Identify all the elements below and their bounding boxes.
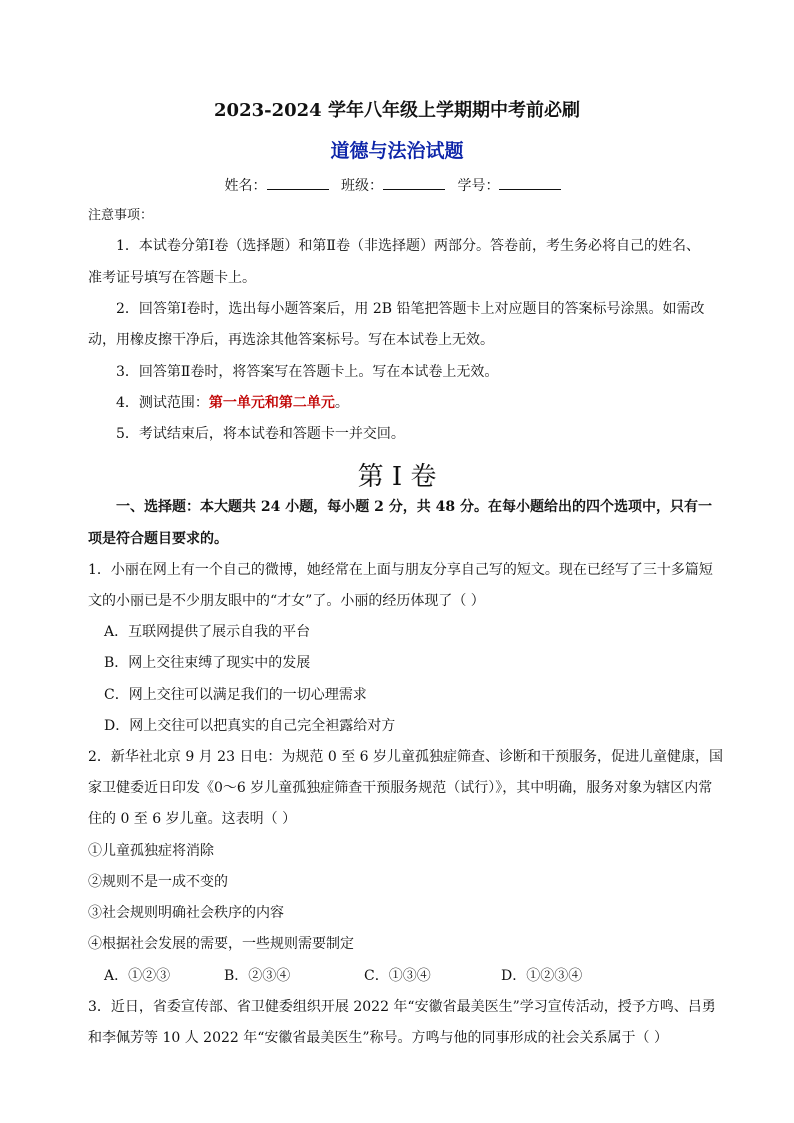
note-4 (116, 393, 349, 413)
note-2-line-1: 2．回答第Ⅰ卷时，选出每小题答案后，用 2B 铅笔把答题卡上对应题目的答案标号涂黑。如需改 (116, 301, 705, 317)
section-intro-line-1 (116, 497, 712, 517)
q2-stem-line-1: 2．新华社北京 9 月 23 日电：为规范 0 至 6 岁儿童孤独症筛查、诊断和干预服务，促进儿童健康，国 (88, 749, 724, 765)
notes-heading: 注意事项： (88, 208, 154, 223)
section-intro-bold: 本大题共 24 小题，每小题 2 分，共 48 分。在每小题给出的四个选项中，只有一 (200, 499, 712, 515)
section-heading: 第 I 卷 (357, 462, 437, 492)
q2-option-a: A．①②③ (104, 968, 171, 984)
q2-stem-line-3: 住的 0 至 6 岁儿童。这表明（ ） (88, 811, 297, 827)
name-label: 姓名： (224, 178, 267, 194)
section-intro-prefix: 一、选择题： (116, 499, 200, 515)
note-4-prefix: 4．测试范围： (116, 395, 209, 411)
q1-stem-line-2: 文的小丽已是不少朋友眼中的“才女”了。小丽的经历体现了（ ） (88, 593, 485, 609)
exam-subject-title: 道德与法治试题 (330, 140, 464, 162)
id-blank (499, 175, 561, 190)
note-5: 5．考试结束后，将本试卷和答题卡一并交回。 (116, 426, 405, 442)
test-scope-highlight: 第一单元和第二单元 (208, 395, 335, 411)
q1-option-d: D．网上交往可以把真实的自己完全袒露给对方 (104, 718, 396, 734)
student-info-row (0, 175, 794, 195)
q1-option-b: B．网上交往束缚了现实中的发展 (104, 655, 311, 671)
q2-statement-4: ④根据社会发展的需要，一些规则需要制定 (88, 936, 354, 952)
section-intro-line-2: 项是符合题目要求的。 (88, 531, 228, 547)
note-1-line-2: 准考证号填写在答题卡上。 (88, 270, 256, 286)
class-label: 班级： (341, 178, 383, 194)
q1-option-a: A．互联网提供了展示自我的平台 (104, 624, 311, 640)
note-3: 3．回答第Ⅱ卷时，将答案写在答题卡上。写在本试卷上无效。 (116, 364, 499, 380)
q2-statement-3: ③社会规则明确社会秩序的内容 (88, 905, 284, 921)
id-label: 学号： (457, 178, 500, 194)
note-1-line-1: 1．本试卷分第Ⅰ卷（选择题）和第Ⅱ卷（非选择题）两部分。答卷前，考生务必将自己的姓名、 (116, 238, 700, 254)
class-blank (383, 175, 445, 190)
q2-option-c: C．①③④ (364, 968, 431, 984)
q2-stem-line-2: 家卫健委近日印发《0～6 岁儿童孤独症筛查干预服务规范（试行）》，其中明确，服务对象为辖区内常 (88, 780, 713, 796)
exam-title: 2023-2024 学年八年级上学期期中考前必刷 (214, 100, 580, 121)
name-blank (267, 175, 329, 190)
q2-statement-1: ①儿童孤独症将消除 (88, 843, 214, 859)
q1-stem-line-1: 1．小丽在网上有一个自己的微博，她经常在上面与朋友分享自己写的短文。现在已经写了三十多篇短 (88, 562, 713, 578)
q2-statement-2: ②规则不是一成不变的 (88, 874, 228, 890)
note-4-suffix: 。 (334, 395, 349, 411)
q2-option-b: B．②③④ (224, 968, 291, 984)
q1-option-c: C．网上交往可以满足我们的一切心理需求 (104, 687, 367, 703)
q3-stem-line-2: 和李佩芳等 10 人 2022 年“安徽省最美医生”称号。方鸣与他的同事形成的社会关系属于（ ） (88, 1030, 669, 1046)
q3-stem-line-1: 3．近日，省委宣传部、省卫健委组织开展 2022 年“安徽省最美医生”学习宣传活动，授予方鸣、吕勇 (88, 999, 716, 1015)
q2-option-d: D．①②③④ (501, 968, 583, 984)
note-2-line-2: 动，用橡皮擦干净后，再选涂其他答案标号。写在本试卷上无效。 (88, 332, 494, 348)
